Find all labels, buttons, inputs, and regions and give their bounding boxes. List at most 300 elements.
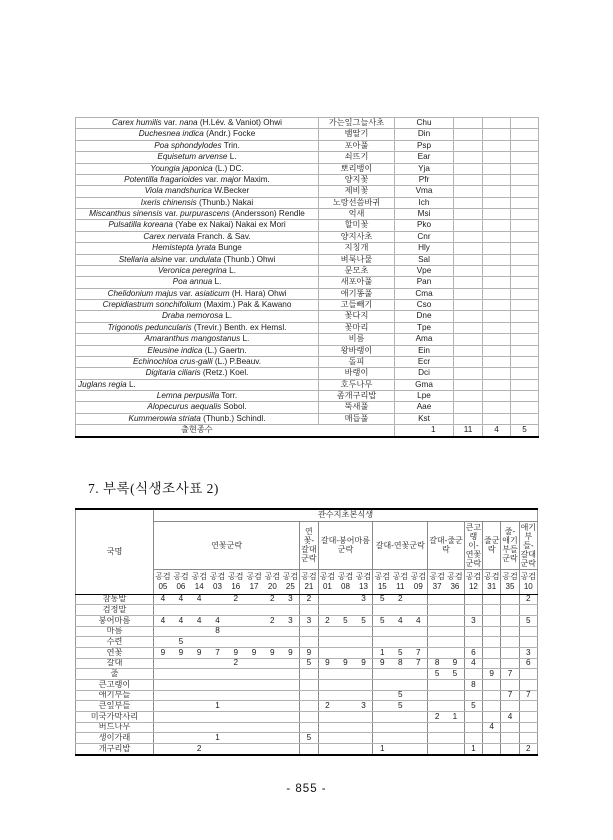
site-prefix: 공검	[447, 571, 463, 581]
empty-cell	[454, 231, 483, 242]
cover-value-cell: 4	[391, 615, 409, 626]
cover-value-cell	[391, 733, 409, 744]
cover-value-cell: 2	[428, 712, 446, 723]
cover-value-cell: 2	[263, 594, 281, 605]
species-name-cell: 붕어마름	[76, 615, 154, 626]
cover-value-cell	[391, 712, 409, 723]
site-header-cell	[355, 569, 373, 594]
cover-value-cell	[154, 744, 172, 755]
cover-value-cell	[245, 669, 263, 680]
empty-cell	[511, 174, 539, 185]
cover-value-cell: 4	[172, 594, 190, 605]
latin-name-cell: Kummerowia striata (Thunb.) Schindl.	[76, 413, 319, 424]
cover-value-cell	[154, 658, 172, 669]
site-prefix: 공검	[228, 571, 244, 581]
group-header-cell: 갈대-붕어마름군락	[318, 521, 373, 569]
species-name-cell: 참통발	[76, 594, 154, 605]
empty-cell	[483, 265, 511, 276]
latin-name-cell: Duchesnea indica (Andr.) Focke	[76, 129, 319, 140]
cover-value-cell: 6	[519, 658, 537, 669]
code-cell: Cnr	[395, 231, 454, 242]
cover-value-cell	[501, 658, 519, 669]
cover-value-cell	[172, 733, 190, 744]
site-header-cell	[227, 569, 245, 594]
cover-value-cell	[318, 594, 336, 605]
empty-cell	[511, 288, 539, 299]
name-column-header: 국명	[76, 509, 154, 594]
cover-value-cell	[227, 733, 245, 744]
cover-value-cell: 1	[446, 712, 464, 723]
site-number: 36	[450, 581, 460, 591]
species-row	[76, 186, 539, 197]
species-row	[76, 209, 539, 220]
cover-value-cell	[446, 744, 464, 755]
latin-name-cell: Juglans regia L.	[76, 379, 319, 390]
cover-value-cell	[190, 669, 208, 680]
veg-data-row	[76, 669, 538, 680]
empty-cell	[483, 413, 511, 424]
latin-name-cell: Ixeris chinensis (Thunb.) Nakai	[76, 197, 319, 208]
empty-cell	[483, 391, 511, 402]
cover-value-cell: 1	[373, 647, 391, 658]
korean-name-cell: 고들빼기	[319, 300, 395, 311]
cover-value-cell	[172, 680, 190, 691]
korean-name-cell: 뱀딸기	[319, 129, 395, 140]
cover-value-cell	[409, 712, 427, 723]
site-header-cell	[154, 569, 172, 594]
empty-cell	[483, 300, 511, 311]
species-row	[76, 391, 539, 402]
species-row	[76, 174, 539, 185]
cover-value-cell	[464, 733, 482, 744]
cover-value-cell	[336, 690, 354, 701]
species-row	[76, 163, 539, 174]
cover-value-cell	[263, 669, 281, 680]
cover-value-cell	[300, 605, 318, 616]
site-header-cell	[428, 569, 446, 594]
cover-value-cell	[190, 701, 208, 712]
latin-name-cell: Youngia japonica (L.) DC.	[76, 163, 319, 174]
cover-value-cell	[501, 626, 519, 637]
site-number: 09	[413, 581, 423, 591]
cover-value-cell	[409, 669, 427, 680]
latin-name-cell: Hemistepta lyrata Bunge	[76, 243, 319, 254]
cover-value-cell	[154, 626, 172, 637]
empty-cell	[511, 345, 539, 356]
korean-name-cell: 새포아풀	[319, 277, 395, 288]
cover-value-cell	[483, 744, 501, 755]
code-cell: Vpe	[395, 265, 454, 276]
empty-cell	[454, 311, 483, 322]
empty-cell	[454, 243, 483, 254]
species-name-cell: 버드나무	[76, 722, 154, 733]
cover-value-cell	[281, 722, 299, 733]
cover-value-cell: 5	[428, 669, 446, 680]
cover-value-cell	[519, 669, 537, 680]
cover-value-cell: 5	[446, 669, 464, 680]
species-row	[76, 334, 539, 345]
empty-cell	[511, 356, 539, 367]
site-prefix: 공검	[483, 571, 500, 581]
cover-value-cell: 5	[391, 701, 409, 712]
cover-value-cell	[190, 605, 208, 616]
cover-value-cell	[245, 712, 263, 723]
site-prefix: 공검	[191, 571, 207, 581]
cover-value-cell	[154, 722, 172, 733]
cover-value-cell	[391, 744, 409, 755]
empty-cell	[454, 334, 483, 345]
cover-value-cell	[373, 701, 391, 712]
cover-value-cell	[281, 637, 299, 648]
empty-cell	[483, 118, 511, 129]
cover-value-cell: 2	[318, 615, 336, 626]
latin-name-cell: Carex nervata Franch. & Sav.	[76, 231, 319, 242]
cover-value-cell	[391, 669, 409, 680]
cover-value-cell: 3	[464, 615, 482, 626]
veg-data-row	[76, 615, 538, 626]
cover-value-cell: 5	[172, 637, 190, 648]
cover-value-cell	[501, 605, 519, 616]
vegetation-table	[75, 508, 538, 756]
cover-value-cell	[391, 637, 409, 648]
cover-value-cell	[318, 626, 336, 637]
site-header-cell	[190, 569, 208, 594]
cover-value-cell	[483, 733, 501, 744]
cover-value-cell	[208, 594, 226, 605]
cover-value-cell: 1	[373, 744, 391, 755]
site-header-cell	[409, 569, 427, 594]
cover-value-cell	[446, 680, 464, 691]
empty-cell	[511, 118, 539, 129]
site-header-cell	[464, 569, 482, 594]
cover-value-cell	[318, 744, 336, 755]
cover-value-cell	[464, 637, 482, 648]
species-row	[76, 118, 539, 129]
empty-cell	[483, 174, 511, 185]
empty-cell	[483, 197, 511, 208]
cover-value-cell	[483, 594, 501, 605]
summary-label: 출현종수	[76, 425, 395, 437]
code-cell: Pko	[395, 220, 454, 231]
cover-value-cell	[172, 744, 190, 755]
code-cell: Pan	[395, 277, 454, 288]
cover-value-cell	[519, 680, 537, 691]
empty-cell	[483, 163, 511, 174]
cover-value-cell: 9	[336, 658, 354, 669]
empty-cell	[454, 174, 483, 185]
cover-value-cell	[245, 680, 263, 691]
site-number: 20	[267, 581, 277, 591]
species-name-cell: 마름	[76, 626, 154, 637]
cover-value-cell	[336, 669, 354, 680]
cover-value-cell	[154, 669, 172, 680]
latin-name-cell: Equisetum arvense L.	[76, 152, 319, 163]
cover-value-cell	[336, 637, 354, 648]
latin-name-cell: Trigonotis peduncularis (Trevir.) Benth. ex Hemsl.	[76, 322, 319, 333]
cover-value-cell	[190, 722, 208, 733]
korean-name-cell: 좀개구리밥	[319, 391, 395, 402]
species-row	[76, 220, 539, 231]
cover-value-cell: 8	[428, 658, 446, 669]
code-cell: Dci	[395, 368, 454, 379]
species-row	[76, 140, 539, 151]
cover-value-cell	[409, 637, 427, 648]
species-row	[76, 152, 539, 163]
cover-value-cell	[245, 722, 263, 733]
site-header-cell	[391, 569, 409, 594]
veg-data-row	[76, 744, 538, 755]
cover-value-cell	[483, 605, 501, 616]
code-cell: Hly	[395, 243, 454, 254]
korean-name-cell: 제비꽃	[319, 186, 395, 197]
veg-data-row	[76, 701, 538, 712]
species-row	[76, 288, 539, 299]
cover-value-cell: 4	[501, 712, 519, 723]
species-table	[75, 117, 539, 438]
empty-cell	[511, 231, 539, 242]
latin-name-cell: Amaranthus mangostanus L.	[76, 334, 319, 345]
cover-value-cell	[409, 744, 427, 755]
appendix-heading: 7. 부록(식생조사표 2)	[88, 481, 219, 496]
site-prefix: 공검	[173, 571, 189, 581]
cover-value-cell	[464, 722, 482, 733]
cover-value-cell	[446, 615, 464, 626]
species-name-cell: 애기부들	[76, 690, 154, 701]
group-header-cell: 줄군락	[483, 521, 501, 569]
species-row	[76, 265, 539, 276]
cover-value-cell: 5	[464, 701, 482, 712]
code-cell: Ecr	[395, 356, 454, 367]
cover-value-cell	[281, 658, 299, 669]
cover-value-cell	[245, 690, 263, 701]
cover-value-cell: 8	[464, 680, 482, 691]
site-header-cell	[263, 569, 281, 594]
veg-data-row	[76, 712, 538, 723]
latin-name-cell: Eleusine indica (L.) Gaertn.	[76, 345, 319, 356]
korean-name-cell: 바랭이	[319, 368, 395, 379]
empty-cell	[454, 140, 483, 151]
cover-value-cell	[190, 690, 208, 701]
cover-value-cell: 1	[208, 733, 226, 744]
cover-value-cell	[172, 658, 190, 669]
cover-value-cell: 8	[391, 658, 409, 669]
cover-value-cell	[336, 733, 354, 744]
cover-value-cell: 3	[300, 615, 318, 626]
code-cell: Kst	[395, 413, 454, 424]
cover-value-cell	[373, 733, 391, 744]
summary-value-cell: 11	[454, 425, 483, 437]
korean-name-cell: 가는잎그늘사초	[319, 118, 395, 129]
cover-value-cell: 2	[300, 594, 318, 605]
cover-value-cell	[318, 605, 336, 616]
empty-cell	[454, 209, 483, 220]
cover-value-cell	[409, 626, 427, 637]
cover-value-cell	[227, 637, 245, 648]
empty-cell	[511, 254, 539, 265]
group-header-cell: 연꽃-갈대군락	[300, 521, 318, 569]
site-header-cell	[501, 569, 519, 594]
cover-value-cell	[409, 594, 427, 605]
cover-value-cell: 4	[208, 615, 226, 626]
cover-value-cell	[245, 744, 263, 755]
korean-name-cell: 돌피	[319, 356, 395, 367]
cover-value-cell	[245, 637, 263, 648]
cover-value-cell: 3	[355, 594, 373, 605]
cover-value-cell	[428, 615, 446, 626]
cover-value-cell	[263, 690, 281, 701]
empty-cell	[511, 220, 539, 231]
empty-cell	[454, 300, 483, 311]
site-number: 13	[359, 581, 368, 591]
latin-name-cell: Poa annua L.	[76, 277, 319, 288]
cover-value-cell	[172, 669, 190, 680]
cover-value-cell	[190, 712, 208, 723]
empty-cell	[511, 129, 539, 140]
code-cell: Ein	[395, 345, 454, 356]
species-row	[76, 277, 539, 288]
cover-value-cell	[154, 680, 172, 691]
empty-cell	[511, 402, 539, 413]
cover-value-cell	[208, 744, 226, 755]
empty-cell	[454, 152, 483, 163]
cover-value-cell	[355, 744, 373, 755]
cover-value-cell	[300, 744, 318, 755]
cover-value-cell	[519, 701, 537, 712]
cover-value-cell	[373, 690, 391, 701]
cover-value-cell	[208, 669, 226, 680]
site-header-cell	[336, 569, 354, 594]
site-prefix: 공검	[319, 571, 336, 581]
cover-value-cell	[154, 733, 172, 744]
cover-value-cell	[355, 722, 373, 733]
site-prefix: 공검	[410, 571, 427, 581]
code-cell: Vma	[395, 186, 454, 197]
cover-value-cell	[501, 744, 519, 755]
site-number: 01	[322, 581, 332, 591]
empty-cell	[454, 402, 483, 413]
cover-value-cell	[208, 722, 226, 733]
code-cell: Yja	[395, 163, 454, 174]
site-prefix: 공검	[429, 571, 445, 581]
latin-name-cell: Lemna perpusilla Torr.	[76, 391, 319, 402]
cover-value-cell	[355, 712, 373, 723]
cover-value-cell: 1	[464, 744, 482, 755]
cover-value-cell: 4	[409, 615, 427, 626]
empty-cell	[454, 288, 483, 299]
cover-value-cell: 9	[190, 647, 208, 658]
cover-value-cell	[336, 680, 354, 691]
cover-value-cell	[227, 701, 245, 712]
cover-value-cell: 2	[227, 658, 245, 669]
site-prefix: 공검	[502, 571, 518, 581]
cover-value-cell	[501, 680, 519, 691]
site-header-cell	[281, 569, 299, 594]
korean-name-cell: 호두나무	[319, 379, 395, 390]
veg-data-row	[76, 722, 538, 733]
empty-cell	[483, 368, 511, 379]
empty-cell	[454, 356, 483, 367]
cover-value-cell	[501, 722, 519, 733]
cover-value-cell: 4	[190, 594, 208, 605]
species-row	[76, 243, 539, 254]
cover-value-cell	[245, 658, 263, 669]
veg-data-row	[76, 690, 538, 701]
cover-value-cell	[501, 733, 519, 744]
cover-value-cell	[154, 690, 172, 701]
cover-value-cell	[300, 669, 318, 680]
latin-name-cell: Stellaria alsine var. undulata (Thunb.) Ohwi	[76, 254, 319, 265]
species-row	[76, 413, 539, 424]
cover-value-cell	[391, 626, 409, 637]
veg-data-row	[76, 594, 538, 605]
cover-value-cell: 5	[519, 615, 537, 626]
species-name-cell: 큰고랭이	[76, 680, 154, 691]
latin-name-cell: Echinochloa crus-galli (L.) P.Beauv.	[76, 356, 319, 367]
site-number: 16	[231, 581, 241, 591]
empty-cell	[454, 197, 483, 208]
latin-name-cell: Potentilla fragarioides var. major Maxim.	[76, 174, 319, 185]
korean-name-cell: 비름	[319, 334, 395, 345]
species-row	[76, 231, 539, 242]
cover-value-cell	[208, 712, 226, 723]
cover-value-cell	[409, 690, 427, 701]
species-row	[76, 402, 539, 413]
empty-cell	[454, 118, 483, 129]
empty-cell	[511, 334, 539, 345]
cover-value-cell: 2	[227, 594, 245, 605]
korean-name-cell: 억새	[319, 209, 395, 220]
summary-value-cell: 1	[395, 425, 454, 437]
empty-cell	[483, 277, 511, 288]
cover-value-cell	[281, 605, 299, 616]
cover-value-cell	[373, 626, 391, 637]
korean-name-cell: 뽀리뱅이	[319, 163, 395, 174]
korean-name-cell: 벼룩나물	[319, 254, 395, 265]
site-prefix: 공검	[374, 571, 390, 581]
veg-data-row	[76, 626, 538, 637]
cover-value-cell	[318, 637, 336, 648]
cover-value-cell	[391, 722, 409, 733]
site-prefix: 공검	[392, 571, 409, 581]
cover-value-cell	[391, 680, 409, 691]
cover-value-cell	[172, 605, 190, 616]
cover-value-cell	[519, 637, 537, 648]
cover-value-cell	[245, 626, 263, 637]
cover-value-cell: 4	[154, 594, 172, 605]
cover-value-cell	[428, 605, 446, 616]
empty-cell	[454, 163, 483, 174]
cover-value-cell	[409, 605, 427, 616]
korean-name-cell: 포아풀	[319, 140, 395, 151]
cover-value-cell	[300, 637, 318, 648]
site-number: 03	[213, 581, 222, 591]
cover-value-cell	[263, 637, 281, 648]
cover-value-cell	[227, 744, 245, 755]
cover-value-cell	[464, 594, 482, 605]
cover-value-cell	[483, 626, 501, 637]
cover-value-cell	[190, 626, 208, 637]
veg-data-row	[76, 605, 538, 616]
cover-value-cell	[464, 605, 482, 616]
cover-value-cell	[263, 744, 281, 755]
cover-value-cell	[373, 680, 391, 691]
cover-value-cell: 8	[208, 626, 226, 637]
cover-value-cell	[300, 680, 318, 691]
korean-name-cell: 노랑선씀바귀	[319, 197, 395, 208]
empty-cell	[511, 322, 539, 333]
cover-value-cell: 2	[519, 594, 537, 605]
latin-name-cell: Poa sphondylodes Trin.	[76, 140, 319, 151]
